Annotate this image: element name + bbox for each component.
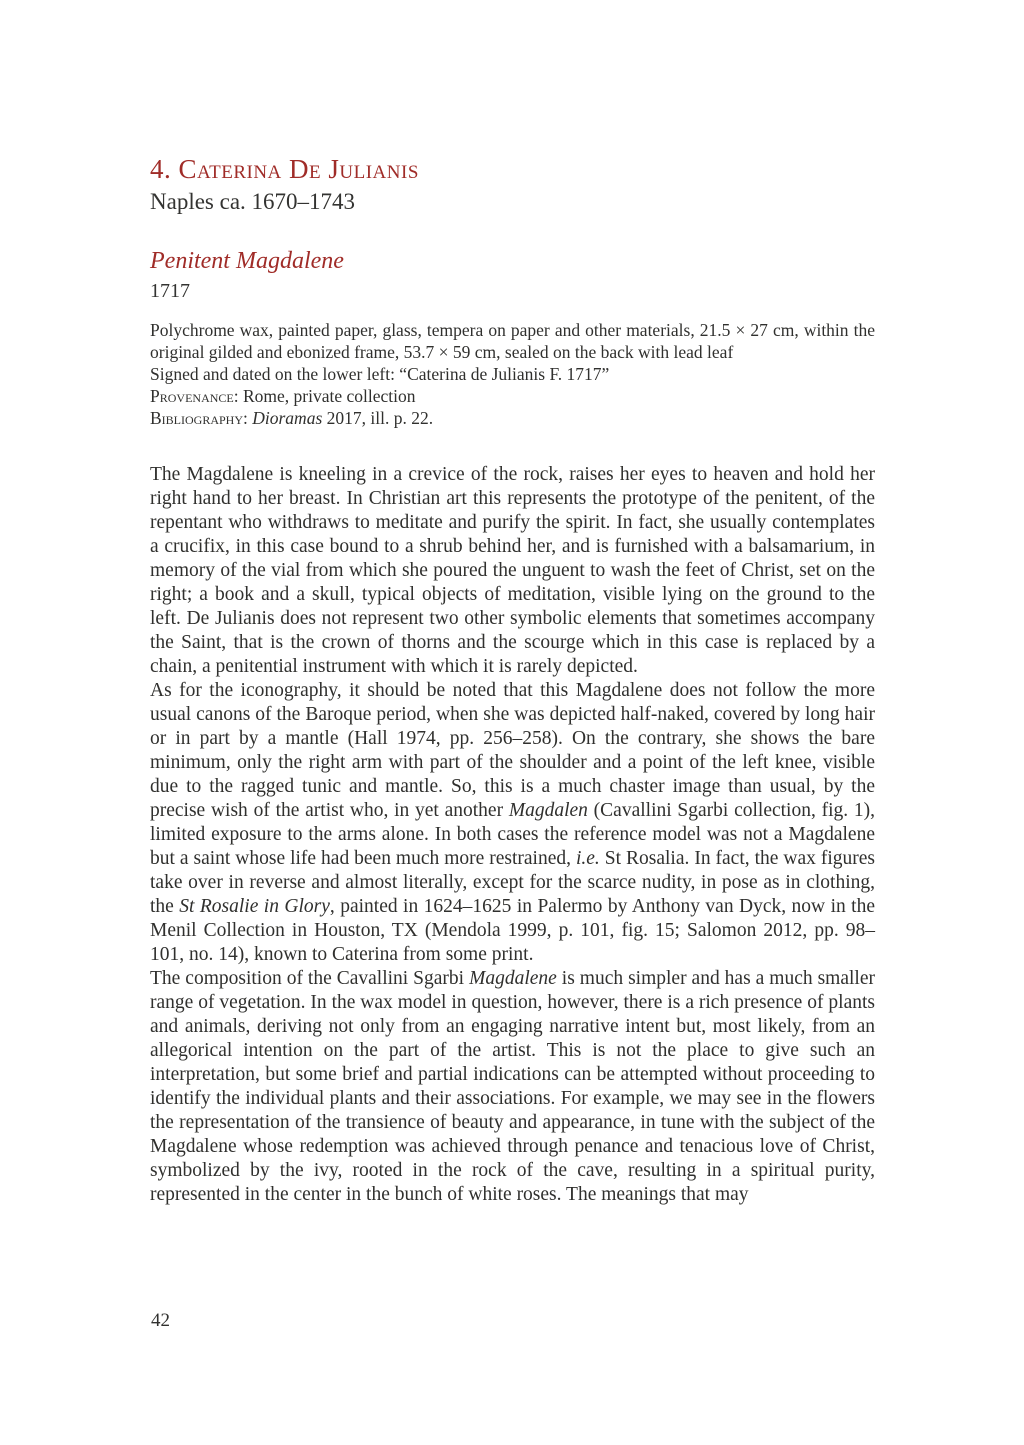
page-number: 42 xyxy=(151,1310,170,1331)
medium-description: Polychrome wax, painted paper, glass, tempera on paper and other materials, 21.5 × 27 cm, within the original gilded and ebonized frame, 53.7 × 59 cm, sealed on the back with lead leaf xyxy=(150,320,875,362)
provenance-line xyxy=(150,385,875,407)
provenance-label: Provenance: xyxy=(150,386,239,406)
essay-paragraph: The composition of the Cavallini Sgarbi Magdalene is much simpler and has a much smaller range of vegetation. In the wax model in question, however, there is a rich presence of plants and animals, deriving not only from an engaging narrative intent but, most likely, from an allegorical intention on the part of the artist. This is not the place to give such an interpretation, but some brief and partial indications can be attempted without proceeding to identify the individual plants and their associations. For example, we may see in the flowers the representation of the transience of beauty and appearance, in tune with the subject of the Magdalene whose redemption was achieved through penance and tenacious love of Christ, symbolized by the ivy, rooted in the rock of the cave, resulting in a spiritual purity, represented in the center in the bunch of white roses. The meanings that may xyxy=(150,968,875,1205)
essay-paragraph: As for the iconography, it should be noted that this Magdalene does not follow the more usual canons of the Baroque period, when she was depicted half-naked, covered by long hair or in part by a mantle (Hall 1974, pp. 256–258). On the contrary, she shows the bare minimum, only the right arm with part of the shoulder and a point of the left knee, visible due to the ragged tunic and mantle. So, this is a much chaster image than usual, by the precise wish of the artist who, in yet another Magdalen (Cavallini Sgarbi collection, fig. 1), limited exposure to the arms alone. In both cases the reference model was not a Magdalene but a saint whose life had been much more restrained, i.e. St Rosalia. In fact, the wax figures take over in reverse and almost literally, except for the scarce nudity, in pose as in clothing, the St Rosalie in Glory, painted in 1624–1625 in Palermo by Anthony van Dyck, now in the Menil Collection in Houston, TX (Mendola 1999, p. 101, fig. 15; Salomon 2012, pp. 98–101, no. 14), known to Caterina from some print. xyxy=(150,680,876,965)
essay xyxy=(150,463,875,1207)
work-title: Penitent Magdalene xyxy=(150,248,344,274)
bibliography-label: Bibliography: xyxy=(150,408,248,428)
bibliography-title: Dioramas xyxy=(252,408,323,428)
bibliography-reference: 2017, ill. p. 22. xyxy=(326,408,434,428)
signature-line: Signed and dated on the lower left: “Caterina de Julianis F. 1717” xyxy=(150,364,610,384)
artist-dates: Naples ca. 1670–1743 xyxy=(150,189,356,214)
essay-paragraph: The Magdalene is kneeling in a crevice of the rock, raises her eyes to heaven and hold her right hand to her breast. In Christian art this represents the prototype of the penitent, of the repentant who withdraws to meditate and purify the spirit. In fact, she usually contemplates a crucifix, in this case bound to a shrub behind her, and is furnished with a balsamarium, in memory of the vial from which she poured the unguent to wash the feet of Christ, set on the right; a book and a skull, typical objects of meditation, visible lying on the ground to the left. De Julianis does not represent two other symbolic elements that sometimes accompany the Saint, that is the crown of thorns and the scourge which in this case is replaced by a chain, a penitential instrument with which it is rarely depicted. xyxy=(150,464,875,677)
tombstone xyxy=(150,319,875,429)
work-heading xyxy=(150,247,875,303)
entry-title: 4. Caterina De Julianis xyxy=(150,154,419,184)
provenance-value: Rome, private collection xyxy=(242,386,416,406)
bibliography-line xyxy=(150,407,875,429)
work-year: 1717 xyxy=(150,280,190,302)
entry-header xyxy=(150,153,875,217)
